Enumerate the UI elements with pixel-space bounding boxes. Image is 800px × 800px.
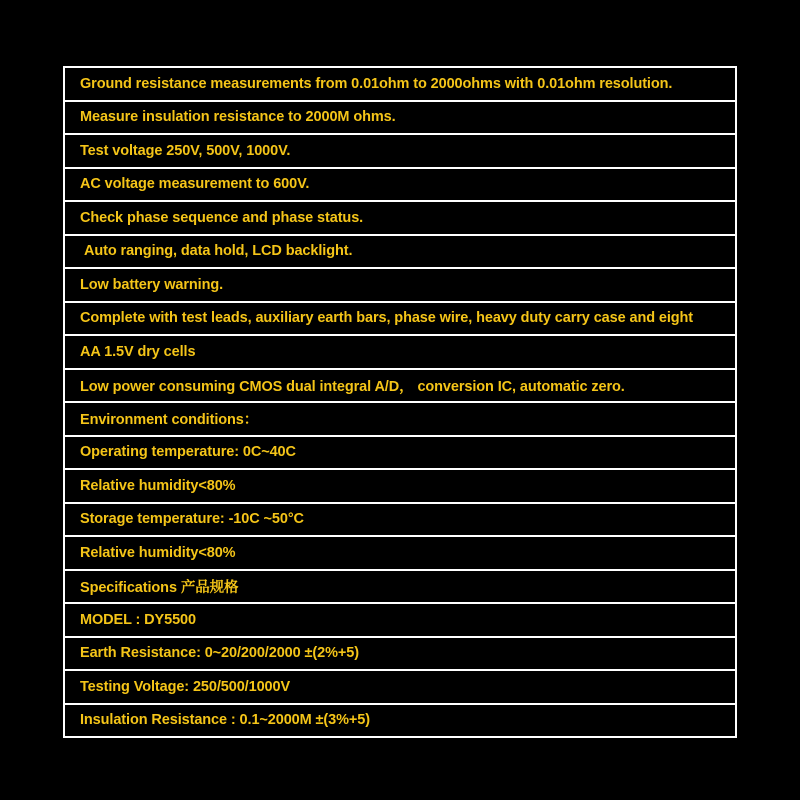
table-row — [64, 235, 736, 269]
table-row — [64, 503, 736, 537]
table-row — [64, 704, 736, 738]
table-row — [64, 402, 736, 436]
table-row — [64, 369, 736, 403]
spec-row-earth-resistance: Earth Resistance: 0~20/200/2000 ±(2%+5) — [64, 637, 736, 671]
table-row — [64, 134, 736, 168]
table-row — [64, 67, 736, 101]
table-row — [64, 570, 736, 604]
spec-row-model: MODEL : DY5500 — [64, 603, 736, 637]
spec-row-specifications-heading: Specifications 产品规格 — [64, 570, 736, 604]
table-row — [64, 637, 736, 671]
spec-row-cmos: Low power consuming CMOS dual integral A/D， conversion IC, automatic zero. — [64, 369, 736, 403]
table-row — [64, 436, 736, 470]
spec-row-insulation: Measure insulation resistance to 2000M ohms. — [64, 101, 736, 135]
spec-row-storage-temp: Storage temperature: -10C ~50°C — [64, 503, 736, 537]
table-row — [64, 268, 736, 302]
table-row — [64, 335, 736, 369]
spec-row-accessories: Complete with test leads, auxiliary earth bars, phase wire, heavy duty carry case and eight — [64, 302, 736, 336]
table-row — [64, 168, 736, 202]
spec-row-phase-sequence: Check phase sequence and phase status. — [64, 201, 736, 235]
table-row — [64, 670, 736, 704]
spec-row-ground-resistance: Ground resistance measurements from 0.01ohm to 2000ohms with 0.01ohm resolution. — [64, 67, 736, 101]
spec-row-humidity-storage: Relative humidity<80% — [64, 536, 736, 570]
table-row — [64, 603, 736, 637]
spec-row-environment-heading: Environment conditions： — [64, 402, 736, 436]
spec-row-insulation-resistance: Insulation Resistance : 0.1~2000M ±(3%+5) — [64, 704, 736, 738]
table-row — [64, 302, 736, 336]
spec-row-test-voltage: Test voltage 250V, 500V, 1000V. — [64, 134, 736, 168]
spec-row-humidity-operating: Relative humidity<80% — [64, 469, 736, 503]
spec-row-operating-temp: Operating temperature: 0C~40C — [64, 436, 736, 470]
spec-row-auto-ranging: Auto ranging, data hold, LCD backlight. — [64, 235, 736, 269]
spec-row-low-battery: Low battery warning. — [64, 268, 736, 302]
spec-row-testing-voltage: Testing Voltage: 250/500/1000V — [64, 670, 736, 704]
table-row — [64, 469, 736, 503]
table-row — [64, 101, 736, 135]
spec-row-batteries: AA 1.5V dry cells — [64, 335, 736, 369]
table-row — [64, 201, 736, 235]
table-row — [64, 536, 736, 570]
spec-table — [63, 66, 737, 738]
spec-row-ac-voltage: AC voltage measurement to 600V. — [64, 168, 736, 202]
